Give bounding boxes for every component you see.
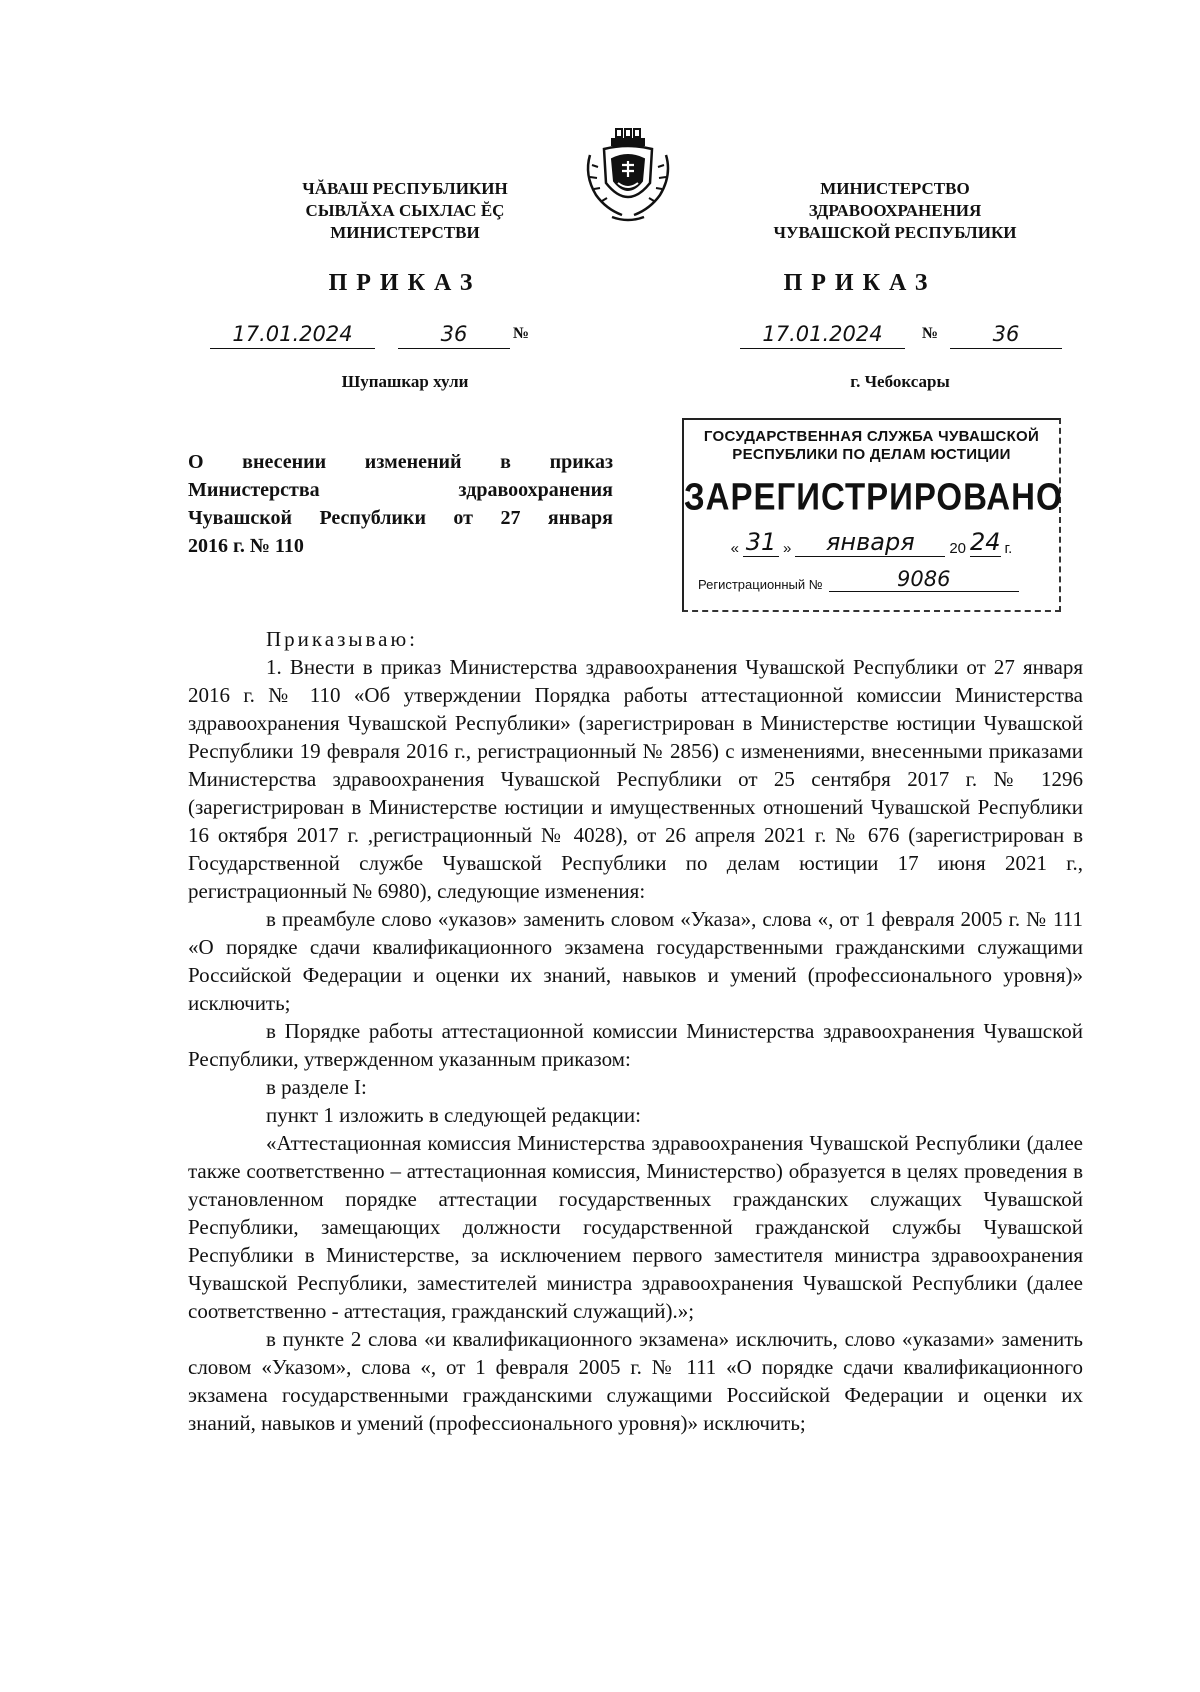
header-left-line-2: СЫВЛĂХА СЫХЛАС ĔÇ	[305, 201, 505, 220]
stamp-day: 31	[743, 528, 779, 557]
place-left: Шупашкар хули	[341, 372, 469, 391]
body-opening: Приказываю:	[266, 627, 418, 651]
body-paragraph-1: 1. Внести в приказ Министерства здравоохранения Чувашской Республики от 27 января 2016 г. № 110 «Об утверждении Порядка работы аттестационной комиссии Министерства здравоохранения Чувашской Республики» (зарегистрирован в Министерстве юстиции Чувашской Республики 19 февраля 2016 г., регистрационный № 2856) с изменениями, внесенными приказами Министерства здравоохранения Чувашской Республики от 25 сентября 2017 г. № 1296 (зарегистрирован в Министерстве юстиции и имущественных отношений Чувашской Республики 16 октября 2017 г. ,регистрационный № 4028), от 26 апреля 2021 г. № 676 (зарегистрирован в Государственной службе Чувашской Республики по делам юстиции 17 июня 2021 г., регистрационный № 6980), следующие изменения:	[188, 655, 1083, 903]
body-paragraph-4: в разделе I:	[266, 1075, 367, 1099]
title-line-3: Чувашской Республики от 27 января	[188, 507, 613, 529]
order-number-right-value: 36	[950, 322, 1062, 349]
order-heading-right: ПРИКАЗ	[783, 270, 937, 296]
stamp-open-quote: «	[730, 540, 739, 557]
order-date-right-value: 17.01.2024	[740, 322, 905, 349]
title-line-2: Министерства здравоохранения	[188, 479, 613, 501]
stamp-year-unit: г.	[1004, 540, 1013, 557]
title-line-1: О внесении изменений в приказ	[188, 451, 613, 473]
header-left-line-1: ЧĂВАШ РЕСПУБЛИКИН	[302, 179, 508, 198]
order-date-left	[210, 322, 375, 349]
stamp-org-line-2: РЕСПУБЛИКИ ПО ДЕЛАМ ЮСТИЦИИ	[732, 446, 1011, 463]
header-left-block	[255, 178, 555, 244]
registration-stamp	[682, 418, 1061, 612]
document-body	[188, 625, 1083, 1437]
header-right-line-2: ЗДРАВООХРАНЕНИЯ	[808, 201, 982, 220]
order-date-right	[740, 322, 905, 349]
body-paragraph-6: «Аттестационная комиссия Министерства здравоохранения Чувашской Республики (далее также соответственно – аттестационная комиссия, Министерство) образуется в целях проведения в установленном порядке аттестации государственных гражданских служащих Чувашской Республики, замещающих должности государственной гражданской службы Чувашской Республики в Министерстве, за исключением первого заместителя министра здравоохранения Чувашской Республики, заместителей министра здравоохранения Чувашской Республики (далее соответственно - аттестация, гражданский служащий).»;	[188, 1131, 1083, 1323]
coat-of-arms-emblem	[582, 125, 674, 225]
stamp-close-quote: »	[782, 540, 792, 557]
stamp-year-prefix: 20	[949, 540, 966, 557]
document-title	[188, 448, 613, 560]
stamp-date	[684, 528, 1059, 557]
order-number-left	[398, 322, 510, 349]
number-sign-right: №	[922, 325, 939, 342]
stamp-year-suffix: 24	[970, 528, 1001, 556]
place-right: г. Чебоксары	[850, 372, 950, 391]
stamp-registration-number	[684, 567, 1059, 592]
body-paragraph-3: в Порядке работы аттестационной комиссии Министерства здравоохранения Чувашской Республики, утвержденном указанным приказом:	[188, 1019, 1083, 1071]
body-paragraph-2: в преамбуле слово «указов» заменить словом «Указа», слова «, от 1 февраля 2005 г. № 111 «О порядке сдачи квалификационного экзамена государственными гражданскими служащими Российской Федерации и оценки их знаний, навыков и умений (профессионального уровня)» исключить;	[188, 907, 1083, 1015]
header-left-line-3: МИНИСТЕРСТВИ	[330, 223, 480, 242]
number-sign-left: №	[513, 325, 530, 342]
order-number-left-value: 36	[398, 322, 510, 349]
body-paragraph-5: пункт 1 изложить в следующей редакции:	[266, 1103, 641, 1127]
stamp-org-line-1: ГОСУДАРСТВЕННАЯ СЛУЖБА ЧУВАШСКОЙ	[703, 428, 1040, 445]
stamp-month: января	[795, 528, 945, 557]
body-paragraph-7: в пункте 2 слова «и квалификационного экзамена» исключить, слово «указами» заменить словом «Указом», слова «, от 1 февраля 2005 г. № 111 «О порядке сдачи квалификационного экзамена государственными гражданскими служащими Российской Федерации и оценки их знаний, навыков и умений (профессионального уровня)» исключить;	[188, 1327, 1083, 1435]
header-right-line-1: МИНИСТЕРСТВО	[820, 179, 970, 198]
header-right-block	[735, 178, 1055, 244]
header-right-line-3: ЧУВАШСКОЙ РЕСПУБЛИКИ	[773, 223, 1017, 242]
stamp-reg-number: 9086	[829, 567, 1019, 592]
stamp-organization	[684, 428, 1059, 464]
order-date-left-value: 17.01.2024	[210, 322, 375, 349]
title-line-4: 2016 г. № 110	[188, 535, 304, 557]
order-number-right	[950, 322, 1062, 349]
stamp-reg-label: Регистрационный №	[698, 577, 823, 592]
stamp-status: ЗАРЕГИСТРИРОВАНО	[684, 475, 1063, 518]
order-heading-left: ПРИКАЗ	[328, 270, 482, 296]
